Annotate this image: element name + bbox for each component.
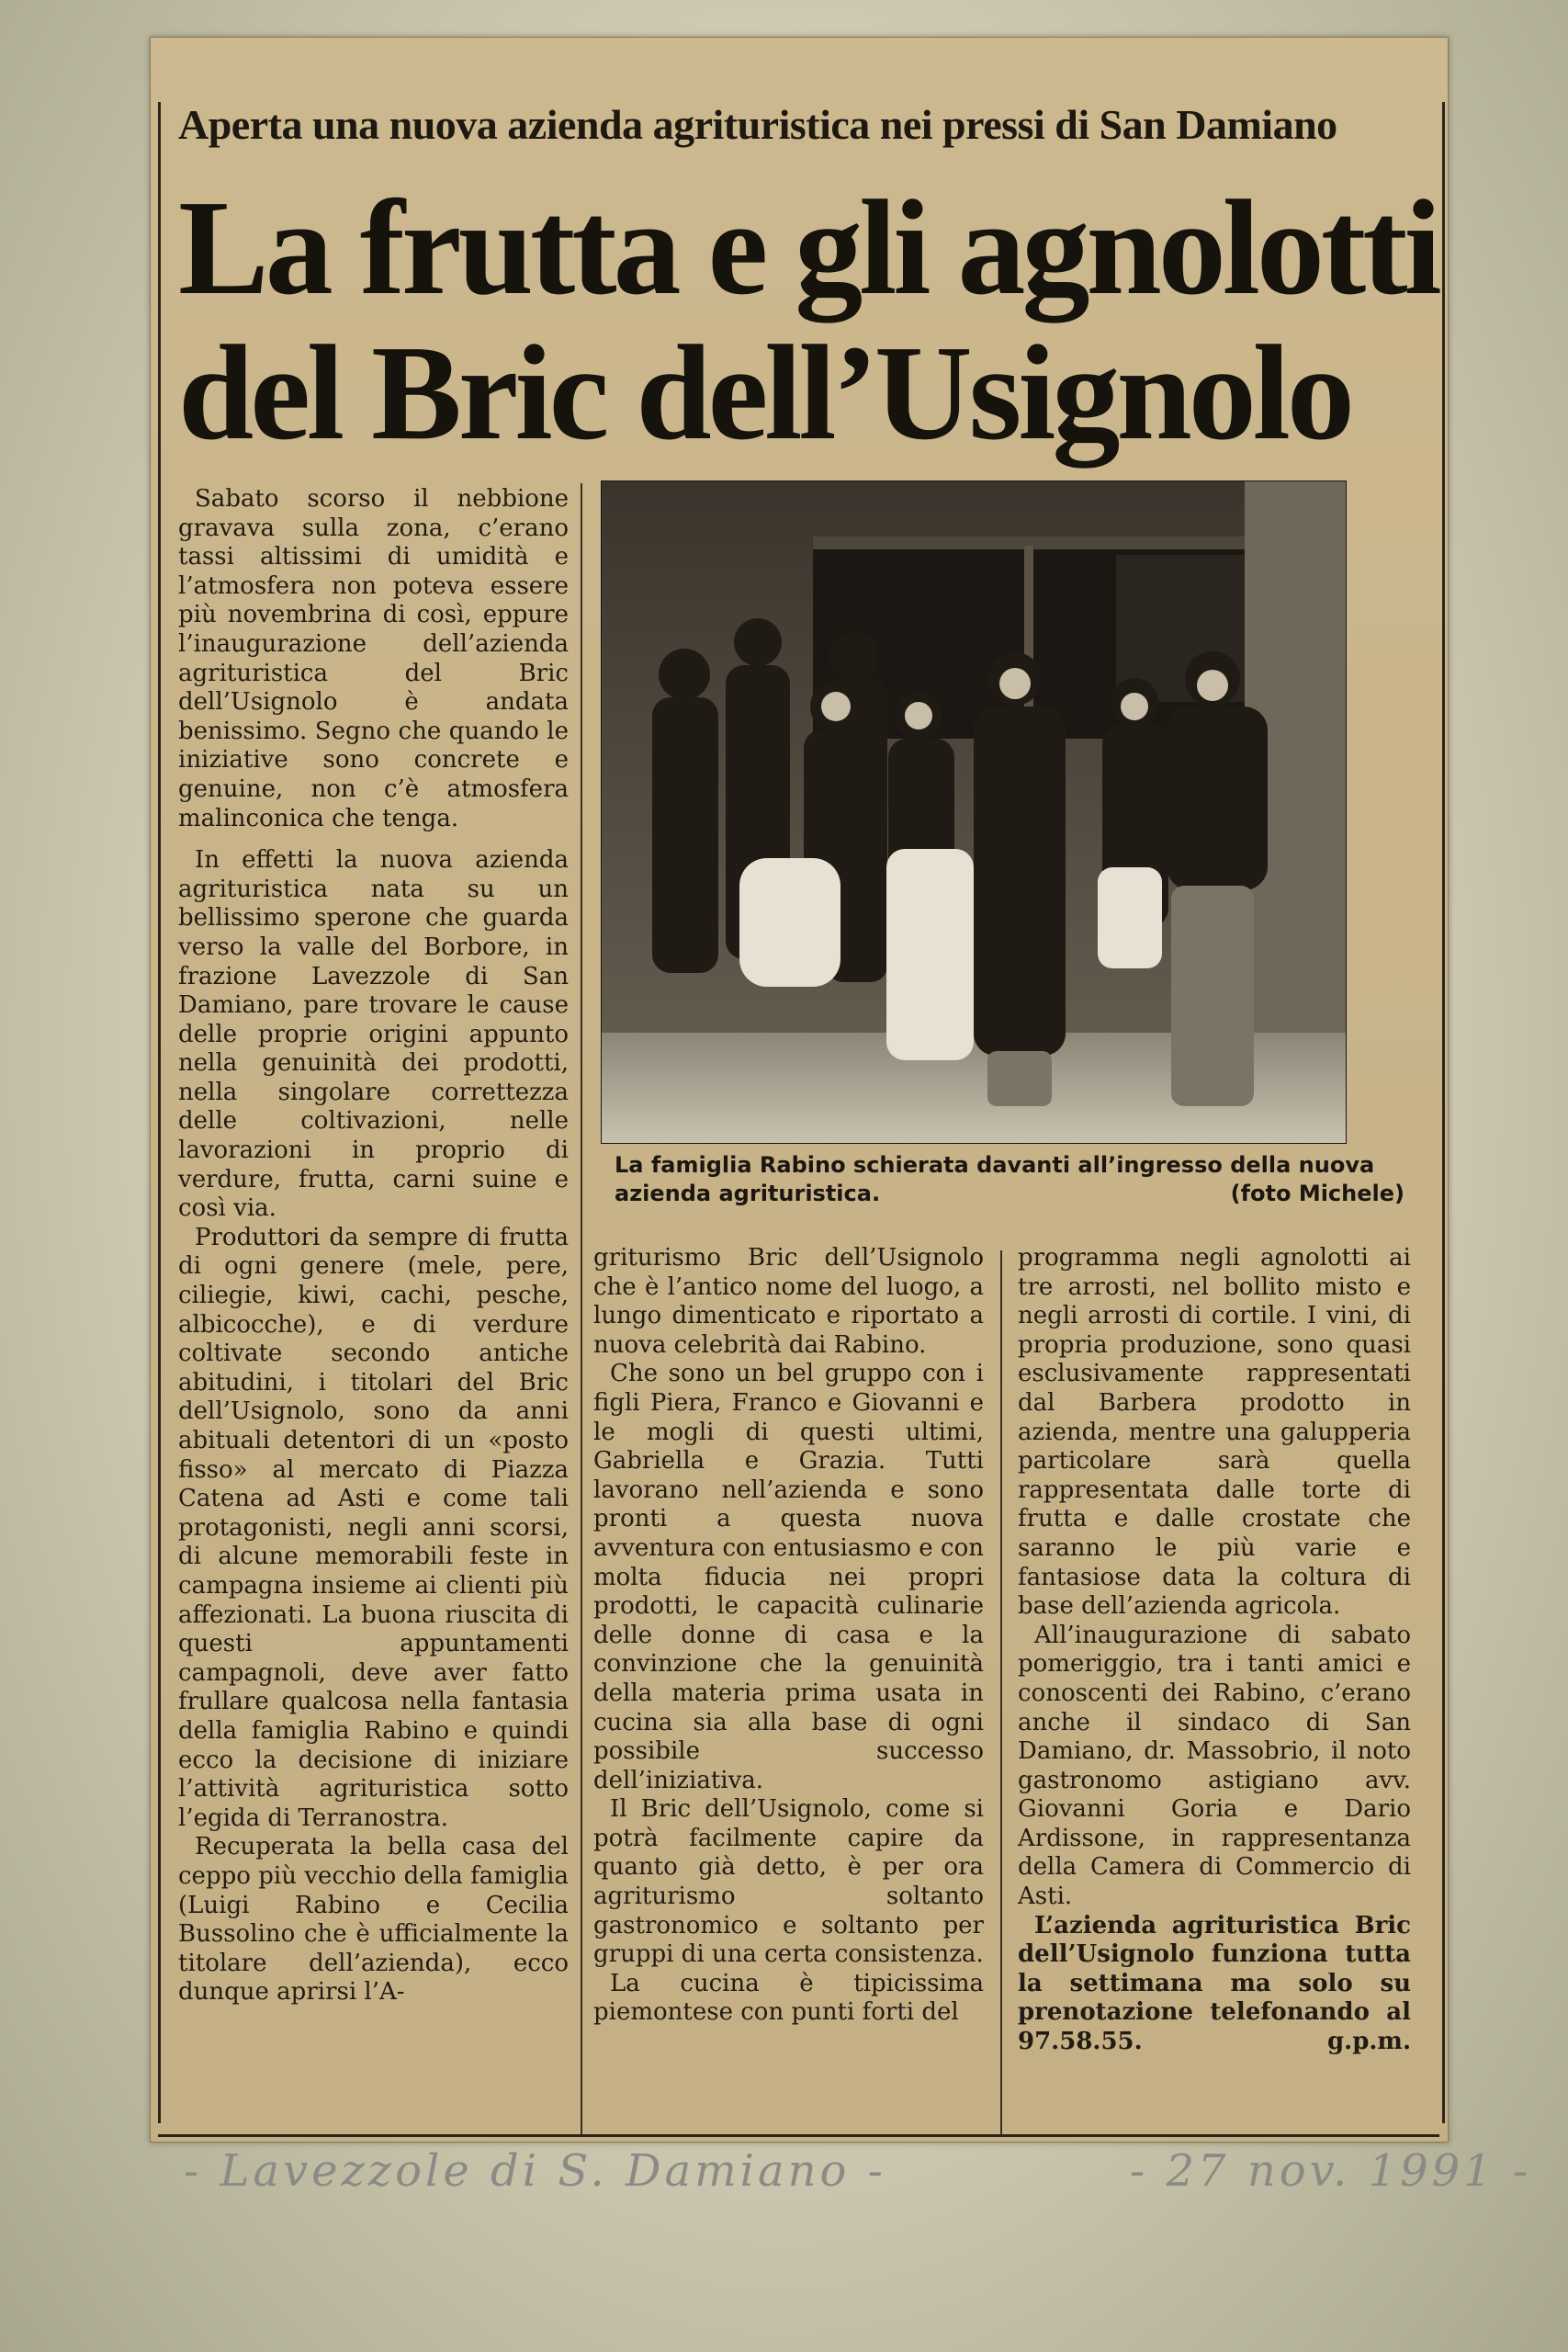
- paragraph: La cucina è tipicissima piemontese con punti forti del: [593, 1969, 984, 2027]
- handwritten-place: - Lavezzole di S. Damiano -: [184, 2145, 886, 2197]
- family-photo-illustration: [602, 481, 1346, 1143]
- author-initials: g.p.m.: [1326, 2028, 1411, 2056]
- newspaper-clipping: [150, 37, 1449, 2143]
- paragraph: All’inaugurazione di sabato pomeriggio, tra i tanti amici e conoscenti dei Rabino, c’erano anche il sindaco di San Damiano, dr. Massobrio, il noto gastronomo astigiano avv. Giovanni Goria e Dario Ardissone, in rappresentanza della Camera di Commercio di Asti.: [1018, 1621, 1411, 1911]
- article-subheadline: Aperta una nuova azienda agrituristica nei pressi di San Damiano: [178, 101, 1337, 148]
- column-divider: [1000, 1250, 1002, 2137]
- photo-credit: (foto Michele): [1230, 1181, 1404, 1206]
- headline-line-1: La frutta e gli agnolotti: [178, 173, 1438, 323]
- signoff-text: L’azienda agrituristica Bric dell’Usignolo funziona tutta la settimana ma solo su prenotazione telefonando al 97.58.55.: [1018, 1911, 1411, 2056]
- paragraph: Il Bric dell’Usignolo, come si potrà facilmente capire da quanto già detto, è per ora agriturismo soltanto gastronomico e soltanto per gruppi di una certa consistenza.: [593, 1795, 984, 1969]
- photo-caption: [615, 1151, 1404, 1208]
- paragraph: Sabato scorso il nebbione gravava sulla zona, c’erano tassi altissimi di umidità e l’atmosfera non poteva essere più novembrina di così, eppure l’inaugurazione dell’azienda agrituristica del Bric dell’Usignolo è andata benissimo. Segno che quando le iniziative sono concrete e genuine, non c’è atmosfera malinconica che tenga.: [178, 485, 569, 832]
- paragraph: Recuperata la bella casa del ceppo più vecchio della famiglia (Luigi Rabino e Cecilia Bussolino che è ufficialmente la titolare dell’azienda), ecco dunque aprirsi l’A-: [178, 1833, 569, 2007]
- column-divider: [581, 483, 582, 2137]
- paragraph: griturismo Bric dell’Usignolo che è l’antico nome del luogo, a lungo dimenticato e riportato a nuova celebrità dai Rabino.: [593, 1244, 984, 1359]
- paragraph: programma negli agnolotti ai tre arrosti, nel bollito misto e negli arrosti di cortile. I vini, di propria produzione, sono quasi esclusivamente rappresentati dal Barbera prodotto in azienda, mentre una galupperia particolare sarà quella rappresentata dalle torte di frutta e dalle crostate che saranno le più varie e fantasiose data la coltura di base dell’azienda agricola.: [1018, 1244, 1411, 1621]
- signoff-paragraph: [1018, 1912, 1411, 2057]
- family-photo: [601, 481, 1347, 1144]
- paragraph: Che sono un bel gruppo con i figli Piera, Franco e Giovanni e le mogli di questi ultimi, Gabriella e Grazia. Tutti lavorano nell’azienda e sono pronti a questa nuova avventura con entusiasmo e con molta fiducia nei propri prodotti, le capacità culinarie delle donne di casa e la convinzione che la genuinità della materia prima usata in cucina sia alla base di ogni possibile successo dell’iniziativa.: [593, 1360, 984, 1794]
- article-column-1: [178, 485, 569, 2007]
- article-column-3: [1018, 1244, 1411, 2057]
- handwritten-date: - 27 nov. 1991 -: [1130, 2145, 1532, 2197]
- article-column-2: [593, 1244, 984, 2028]
- article-headline: [178, 173, 1438, 469]
- caption-text: La famiglia Rabino schierata davanti all’ingresso della nuova azienda agrituristica.: [615, 1152, 1375, 1206]
- bottom-rule: [158, 2134, 1439, 2137]
- paragraph: In effetti la nuova azienda agrituristica nata su un bellissimo sperone che guarda verso la valle del Borbore, in frazione Lavezzole di San Damiano, pare trovare le cause delle proprie origini appunto nella genuinità dei prodotti, nella singolare correttezza delle coltivazioni, nelle lavorazioni in proprio di verdure, frutta, carni suine e così via.: [178, 846, 569, 1223]
- headline-line-2: del Bric dell’Usignolo: [178, 318, 1351, 469]
- paragraph: Produttori da sempre di frutta di ogni genere (mele, pere, ciliegie, kiwi, cachi, pesche, albicocche), e di verdure coltivate secondo antiche abitudini, i titolari del Bric dell’Usignolo, sono da anni abituali detentori di un «posto fisso» al mercato di Piazza Catena ad Asti e come tali protagonisti, negli anni scorsi, di alcune memorabili feste in campagna insieme ai clienti più affezionati. La buona riuscita di questi appuntamenti campagnoli, deve aver fatto frullare qualcosa nella fantasia della famiglia Rabino e quindi ecco la decisione di iniziare l’attività agrituristica sotto l’egida di Terranostra.: [178, 1223, 569, 1832]
